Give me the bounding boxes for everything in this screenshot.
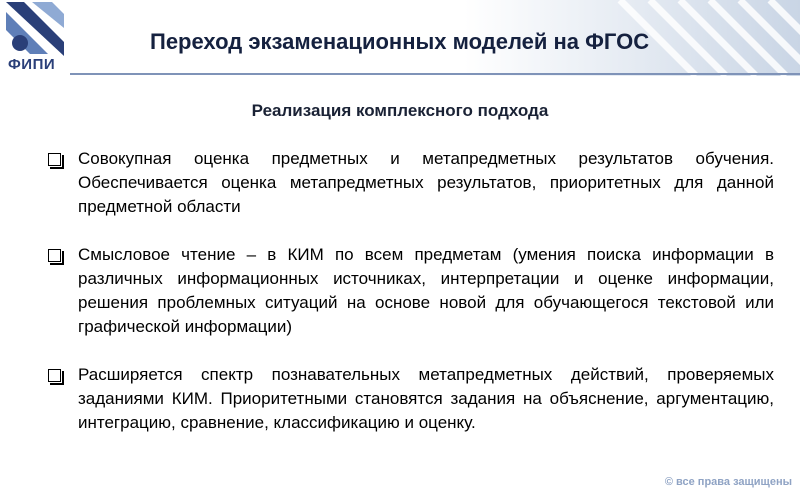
header-divider: [70, 73, 800, 75]
list-item-text: Расширяется спектр познавательных метапредметных действий, проверяемых заданиями КИМ. Приоритетными становятся задания на объяснение, аргументацию, интеграцию, сравнение, классификацию и оценку.: [78, 365, 774, 432]
section-subtitle: Реализация комплексного подхода: [251, 101, 549, 120]
list-item-text: Совокупная оценка предметных и метапредметных результатов обучения. Обеспечивается оценка метапредметных результатов, приоритетных для данной предметной области: [78, 149, 774, 216]
list-item-text: Смысловое чтение – в КИМ по всем предметам (умения поиска информации в различных информационных источниках, интерпретации и оценке информации, решения проблемных ситуаций на основе новой для обучающегося текстовой или графической информации): [78, 245, 774, 336]
logo-text: ФИПИ: [8, 56, 56, 73]
list-item: [48, 243, 774, 339]
bullet-list: [48, 147, 774, 459]
checkbox-bullet-icon: [48, 153, 61, 166]
list-item: [48, 363, 774, 435]
list-item: [48, 147, 774, 219]
copyright-notice: © все права защищены: [664, 476, 792, 488]
checkbox-bullet-icon: [48, 249, 61, 262]
page-title: Переход экзаменационных моделей на ФГОС: [150, 29, 650, 54]
checkbox-bullet-icon: [48, 369, 61, 382]
